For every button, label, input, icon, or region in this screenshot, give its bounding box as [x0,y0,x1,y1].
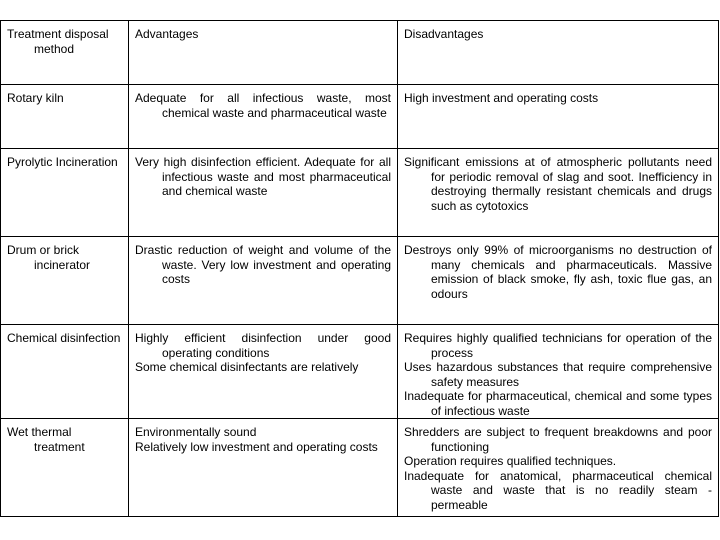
disadvantages-cell [398,325,719,419]
header-disadvantages: Disadvantages [398,21,719,85]
table-row [1,325,719,419]
disadvantage-text: Requires highly qualified technicians for operation of the process [404,331,712,360]
disadvantage-text: Inadequate for anatomical, pharmaceutical chemical waste and waste that is no readily steam - permeable [404,468,712,512]
disadvantages-cell [398,85,719,149]
advantages-cell [129,149,398,237]
table-row [1,237,719,325]
advantage-text: Some chemical disinfectants are relatively [135,360,359,374]
header-method: Treatment disposal method [1,21,129,85]
advantage-text: Environmentally sound [135,425,257,439]
advantage-text: Drastic reduction of weight and volume of the waste. Very low investment and operating costs [135,243,391,286]
header-advantages: Advantages [129,21,398,85]
advantage-text: Very high disinfection efficient. Adequate for all infectious waste and most pharmaceutical and chemical waste [135,155,391,198]
advantages-cell [129,85,398,149]
waste-treatment-table [0,20,719,517]
method-cell: Drum or brick incinerator [1,237,129,325]
disadvantage-text: Operation requires qualified techniques. [404,454,617,468]
disadvantages-cell [398,149,719,237]
disadvantage-text: Destroys only 99% of microorganisms no destruction of many chemicals and pharmaceuticals. Massive emission of black smoke, fly ash, toxic flue gas, an odours [404,243,712,301]
advantages-cell [129,237,398,325]
advantages-cell [129,325,398,419]
method-cell: Wet thermal treatment [1,419,129,517]
disadvantage-text: Inadequate for pharmaceutical, chemical and some types of infectious waste [404,389,712,418]
advantages-cell [129,419,398,517]
table-row [1,85,719,149]
disadvantage-text: Significant emissions at of atmospheric pollutants need for periodic removal of slag and soot. Inefficiency in destroying thermally resistant chemicals and drugs such as cytotoxics [404,155,712,213]
table-row [1,419,719,517]
method-cell: Pyrolytic Incineration [1,149,129,237]
method-cell: Rotary kiln [1,85,129,149]
disadvantages-cell [398,419,719,517]
table-row [1,149,719,237]
advantage-text: Relatively low investment and operating costs [135,439,378,454]
disadvantage-text: Shredders are subject to frequent breakdowns and poor functioning [404,425,712,454]
disadvantages-cell [398,237,719,325]
advantage-text: Adequate for all infectious waste, most chemical waste and pharmaceutical waste [135,91,391,120]
header-row [1,21,719,85]
disadvantage-text: Uses hazardous substances that require comprehensive safety measures [404,360,712,389]
method-cell: Chemical disinfection [1,325,129,419]
advantage-text: Highly efficient disinfection under good operating conditions [135,331,391,360]
disadvantage-text: High investment and operating costs [404,91,599,105]
